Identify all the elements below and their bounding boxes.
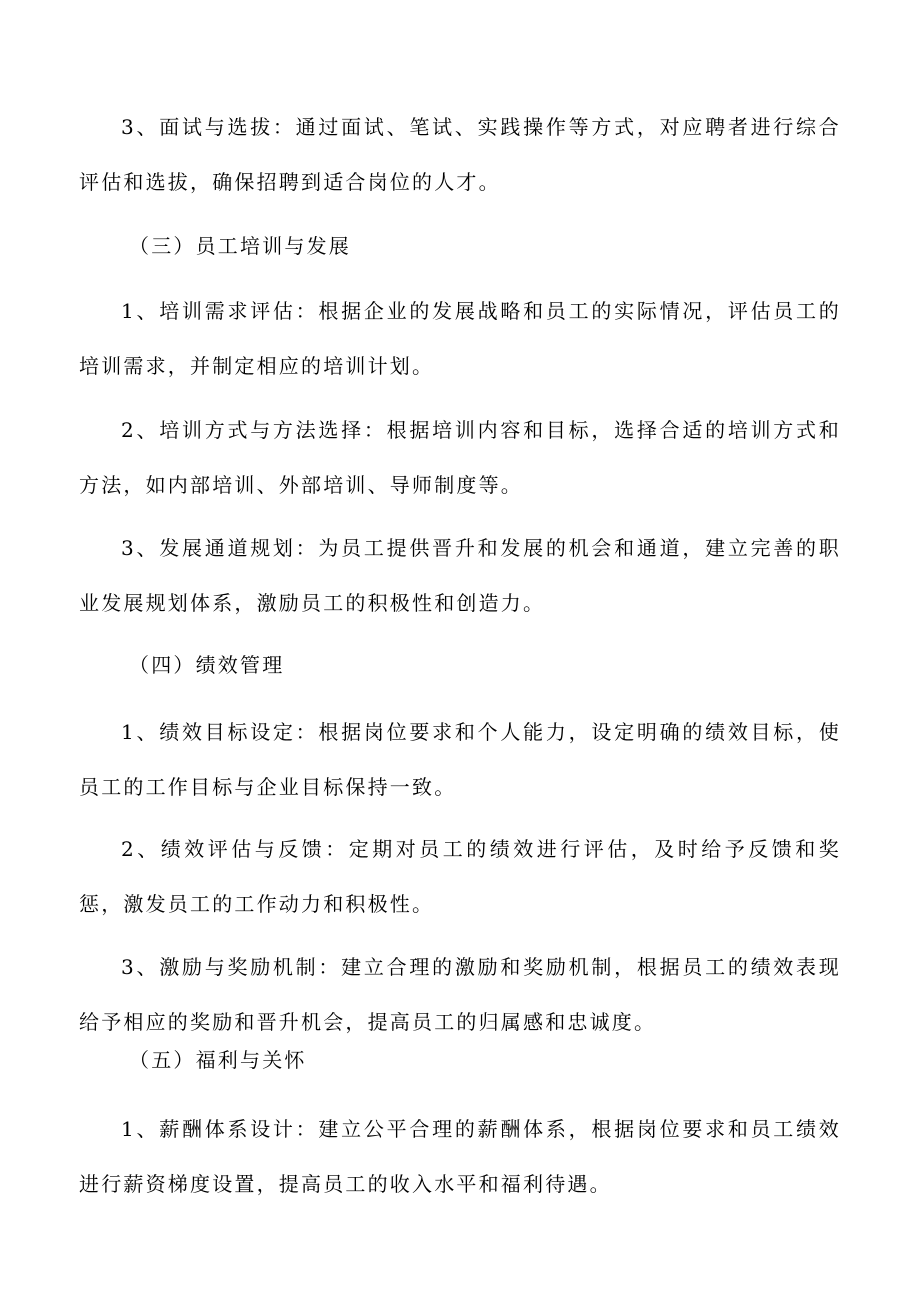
paragraph-compensation: 1、薪酬体系设计：建立公平合理的薪酬体系，根据岗位要求和员工绩效进行薪资梯度设置，提高员工的收入水平和福利待遇。 [79, 1117, 841, 1196]
paragraph-career-path: 3、发展通道规划：为员工提供晋升和发展的机会和通道，建立完善的职业发展规划体系，激励员工的积极性和创造力。 [79, 536, 841, 615]
paragraph-performance-evaluation: 2、绩效评估与反馈：定期对员工的绩效进行评估，及时给予反馈和奖惩，激发员工的工作动力和积极性。 [79, 837, 841, 916]
section-heading-benefits: （五）福利与关怀 [129, 1048, 307, 1072]
section-heading-training: （三）员工培训与发展 [129, 234, 351, 258]
paragraph-performance-goals: 1、绩效目标设定：根据岗位要求和个人能力，设定明确的绩效目标，使员工的工作目标与企业目标保持一致。 [79, 720, 841, 799]
paragraph-training-needs: 1、培训需求评估：根据企业的发展战略和员工的实际情况，评估员工的培训需求，并制定相应的培训计划。 [79, 299, 841, 378]
section-heading-performance: （四）绩效管理 [129, 653, 285, 677]
paragraph-recruitment-selection: 3、面试与选拔：通过面试、笔试、实践操作等方式，对应聘者进行综合评估和选拔，确保招聘到适合岗位的人才。 [79, 115, 841, 194]
paragraph-training-methods: 2、培训方式与方法选择：根据培训内容和目标，选择合适的培训方式和方法，如内部培训、外部培训、导师制度等。 [79, 418, 841, 497]
paragraph-incentives: 3、激励与奖励机制：建立合理的激励和奖励机制，根据员工的绩效表现给予相应的奖励和晋升机会，提高员工的归属感和忠诚度。 [79, 955, 841, 1034]
